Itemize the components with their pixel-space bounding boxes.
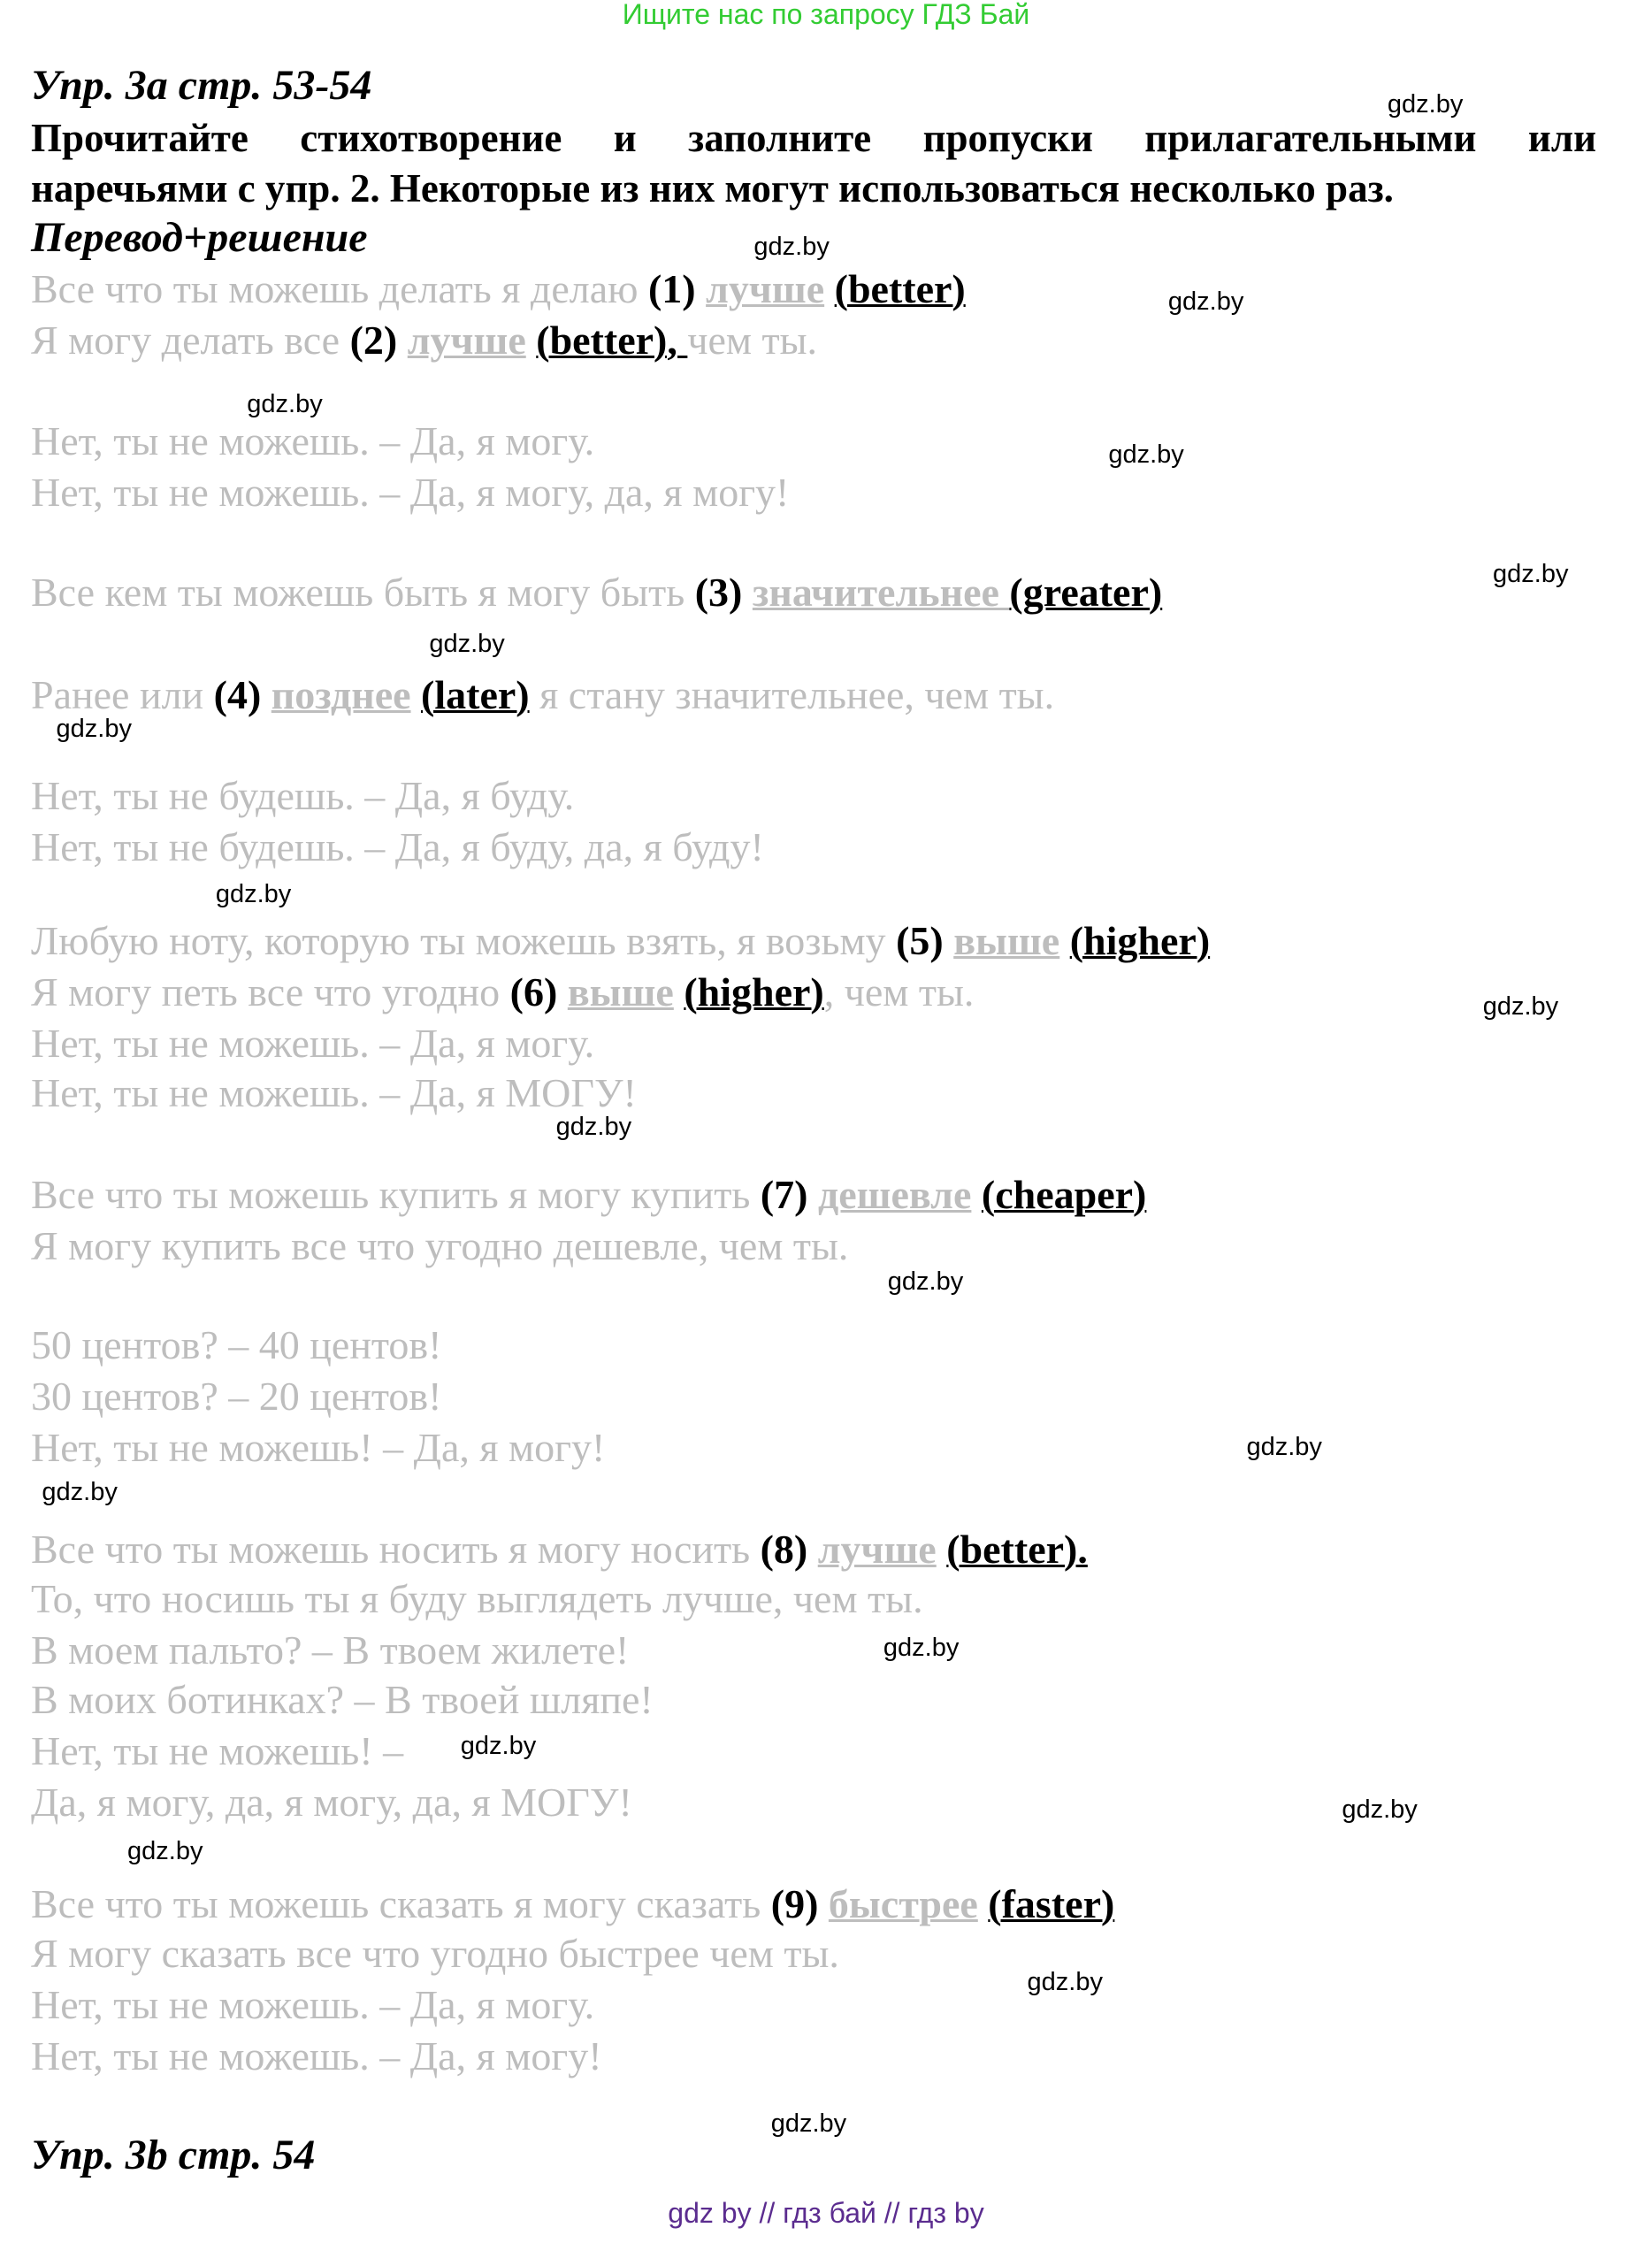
poem-line (31, 1320, 441, 1371)
watermark: gdz.by (1387, 89, 1464, 119)
poem-text: Все что ты можешь купить я могу купить (31, 1171, 761, 1217)
poem-text (944, 918, 954, 963)
answer-russian: выше (953, 918, 1060, 964)
poem-text: Все что ты можешь сказать я могу сказать (31, 1880, 771, 1926)
answer-english: (higher) (1069, 918, 1211, 964)
poem-line (31, 770, 574, 822)
poem-line (31, 1979, 594, 2031)
watermark: gdz.by (1108, 440, 1184, 469)
poem-line (31, 567, 1162, 618)
watermark: gdz.by (56, 715, 132, 744)
answer-russian: быстрее (828, 1880, 978, 1926)
poem-text: Да, я могу, да, я могу, да, я МОГУ! (31, 1780, 632, 1826)
blank-number: (8) (760, 1526, 808, 1572)
poem-line (31, 1018, 594, 1069)
poem-line (31, 1221, 848, 1272)
poem-text: Нет, ты не можешь! – (31, 1728, 414, 1774)
instruction-line-2: наречьями с упр. 2. Некоторые из них могут использоваться несколько раз. (31, 166, 1394, 211)
poem-text: Все что ты можешь носить я могу носить (31, 1526, 761, 1572)
watermark: gdz.by (1493, 559, 1569, 588)
poem-line (31, 264, 966, 315)
answer-russian: лучше (817, 1526, 937, 1572)
answer-russian: выше (567, 969, 674, 1015)
poem-text: чем ты. (687, 317, 818, 363)
poem-text (1059, 918, 1070, 963)
watermark: gdz.by (1342, 1795, 1418, 1825)
poem-text (411, 672, 422, 717)
watermark: gdz.by (429, 629, 505, 658)
answer-english: (later) (421, 671, 530, 717)
answer-russian: значительнее (752, 569, 1010, 615)
blank-number: (3) (694, 569, 743, 615)
poem-line (31, 915, 1210, 967)
watermark: gdz.by (215, 880, 292, 909)
answer-english: (better) (834, 265, 966, 311)
poem-text: Нет, ты не можешь. – Да, я МОГУ! (31, 1070, 637, 1116)
poem-line (31, 1625, 629, 1676)
poem-text: Нет, ты не можешь! – Да, я могу! (31, 1425, 606, 1471)
answer-russian: позднее (271, 671, 411, 717)
poem-text: Нет, ты не будешь. – Да, я буду. (31, 772, 575, 818)
watermark: gdz.by (1027, 1968, 1103, 1997)
poem-line (31, 1726, 414, 1777)
poem-text: Я могу делать все (31, 317, 350, 363)
poem-text: Ранее или (31, 671, 214, 717)
poem-text (526, 318, 537, 363)
poem-line (31, 1524, 1088, 1575)
poem-text (818, 1881, 829, 1926)
poem-text: Я могу петь все что угодно (31, 969, 510, 1015)
poem-text: Нет, ты не можешь. – Да, я могу, да, я могу! (31, 470, 790, 516)
watermark: gdz.by (1482, 992, 1559, 1022)
answer-english: (greater) (1009, 569, 1163, 615)
poem-text (261, 672, 272, 717)
blank-number: (5) (896, 918, 944, 964)
poem-text: , чем ты. (823, 969, 975, 1015)
watermark: gdz.by (42, 1478, 118, 1507)
answer-english: (faster) (988, 1880, 1115, 1926)
poem-line (31, 1169, 1146, 1221)
search-banner: Ищите нас по запросу ГДЗ Бай (622, 0, 1030, 30)
poem-line (31, 416, 594, 467)
translation-subheading: Перевод+решение (31, 214, 368, 261)
poem-line (31, 1674, 654, 1726)
poem-text: Нет, ты не будешь. – Да, я буду, да, я буду! (31, 823, 764, 869)
poem-text: Любую ноту, которую ты можешь взять, я возьму (31, 918, 897, 964)
poem-text (397, 318, 408, 363)
watermark: gdz.by (127, 1837, 203, 1865)
poem-line (31, 1068, 637, 1119)
poem-text (978, 1881, 989, 1926)
watermark: gdz.by (247, 390, 323, 419)
poem-text: Нет, ты не можешь. – Да, я могу! (31, 2032, 602, 2078)
exercise-heading-3b: Упр. 3b стр. 54 (31, 2132, 316, 2178)
poem-text (807, 1172, 818, 1217)
poem-text: Я могу купить все что угодно дешевле, чем ты. (31, 1222, 849, 1268)
poem-text: Я могу сказать все что угодно быстрее чем ты. (31, 1930, 839, 1976)
blank-number: (4) (213, 671, 262, 717)
footer-links[interactable]: gdz by // гдз бай // гдз by (668, 2197, 984, 2229)
blank-number: (6) (509, 969, 558, 1015)
blank-number: (1) (647, 265, 696, 311)
watermark: gdz.by (887, 1267, 964, 1296)
blank-number: (9) (770, 1880, 819, 1926)
poem-line (31, 1777, 632, 1828)
exercise-heading: Упр. 3а стр. 53-54 (31, 62, 372, 109)
poem-line (31, 670, 1054, 721)
poem-text: Нет, ты не можешь. – Да, я могу. (31, 1981, 595, 2027)
poem-text: Все что ты можешь делать я делаю (31, 265, 648, 311)
poem-line (31, 2031, 602, 2082)
watermark: gdz.by (883, 1633, 960, 1662)
watermark: gdz.by (1167, 287, 1244, 317)
watermark: gdz.by (460, 1731, 537, 1760)
answer-english: (better), (536, 317, 688, 363)
poem-text (937, 1527, 947, 1572)
watermark: gdz.by (753, 232, 830, 261)
poem-line (31, 1928, 839, 1979)
poem-line (31, 1879, 1114, 1930)
poem-line (31, 822, 764, 873)
poem-line (31, 1371, 441, 1422)
poem-line (31, 967, 974, 1018)
poem-line (31, 1422, 605, 1474)
poem-text (557, 969, 568, 1014)
watermark: gdz.by (770, 2109, 847, 2138)
answer-english: (cheaper) (981, 1171, 1147, 1217)
poem-text: В моих ботинках? – В твоей шляпе! (31, 1677, 654, 1723)
watermark: gdz.by (555, 1112, 632, 1141)
answer-russian: дешевле (817, 1171, 972, 1217)
poem-text: Все кем ты можешь быть я могу быть (31, 569, 695, 615)
poem-text (807, 1527, 818, 1572)
poem-text: То, что носишь ты я буду выглядеть лучше, чем ты. (31, 1576, 923, 1622)
poem-text: я стану значительнее, чем ты. (529, 671, 1055, 717)
poem-line (31, 315, 817, 366)
poem-text: В моем пальто? – В твоем жилете! (31, 1627, 630, 1673)
poem-text (742, 570, 753, 615)
answer-english: (higher) (684, 969, 824, 1015)
poem-text (824, 266, 835, 311)
answer-russian: лучше (407, 317, 526, 363)
blank-number: (7) (760, 1171, 808, 1217)
poem-text (674, 969, 685, 1014)
poem-text (971, 1172, 982, 1217)
watermark: gdz.by (1246, 1432, 1322, 1461)
answer-russian: лучше (706, 265, 825, 311)
blank-number: (2) (349, 317, 398, 363)
poem-text: 50 центов? – 40 центов! (31, 1322, 442, 1368)
poem-line (31, 1573, 923, 1625)
instruction-line-1: Прочитайте стихотворение и заполните пропуски прилагательными или (31, 116, 1596, 160)
poem-text: Нет, ты не можешь. – Да, я могу. (31, 1021, 595, 1067)
poem-line (31, 467, 789, 518)
poem-text: 30 центов? – 20 центов! (31, 1374, 442, 1420)
answer-english: (better). (946, 1526, 1088, 1572)
poem-text: Нет, ты не можешь. – Да, я могу. (31, 418, 595, 464)
poem-text (696, 266, 707, 311)
